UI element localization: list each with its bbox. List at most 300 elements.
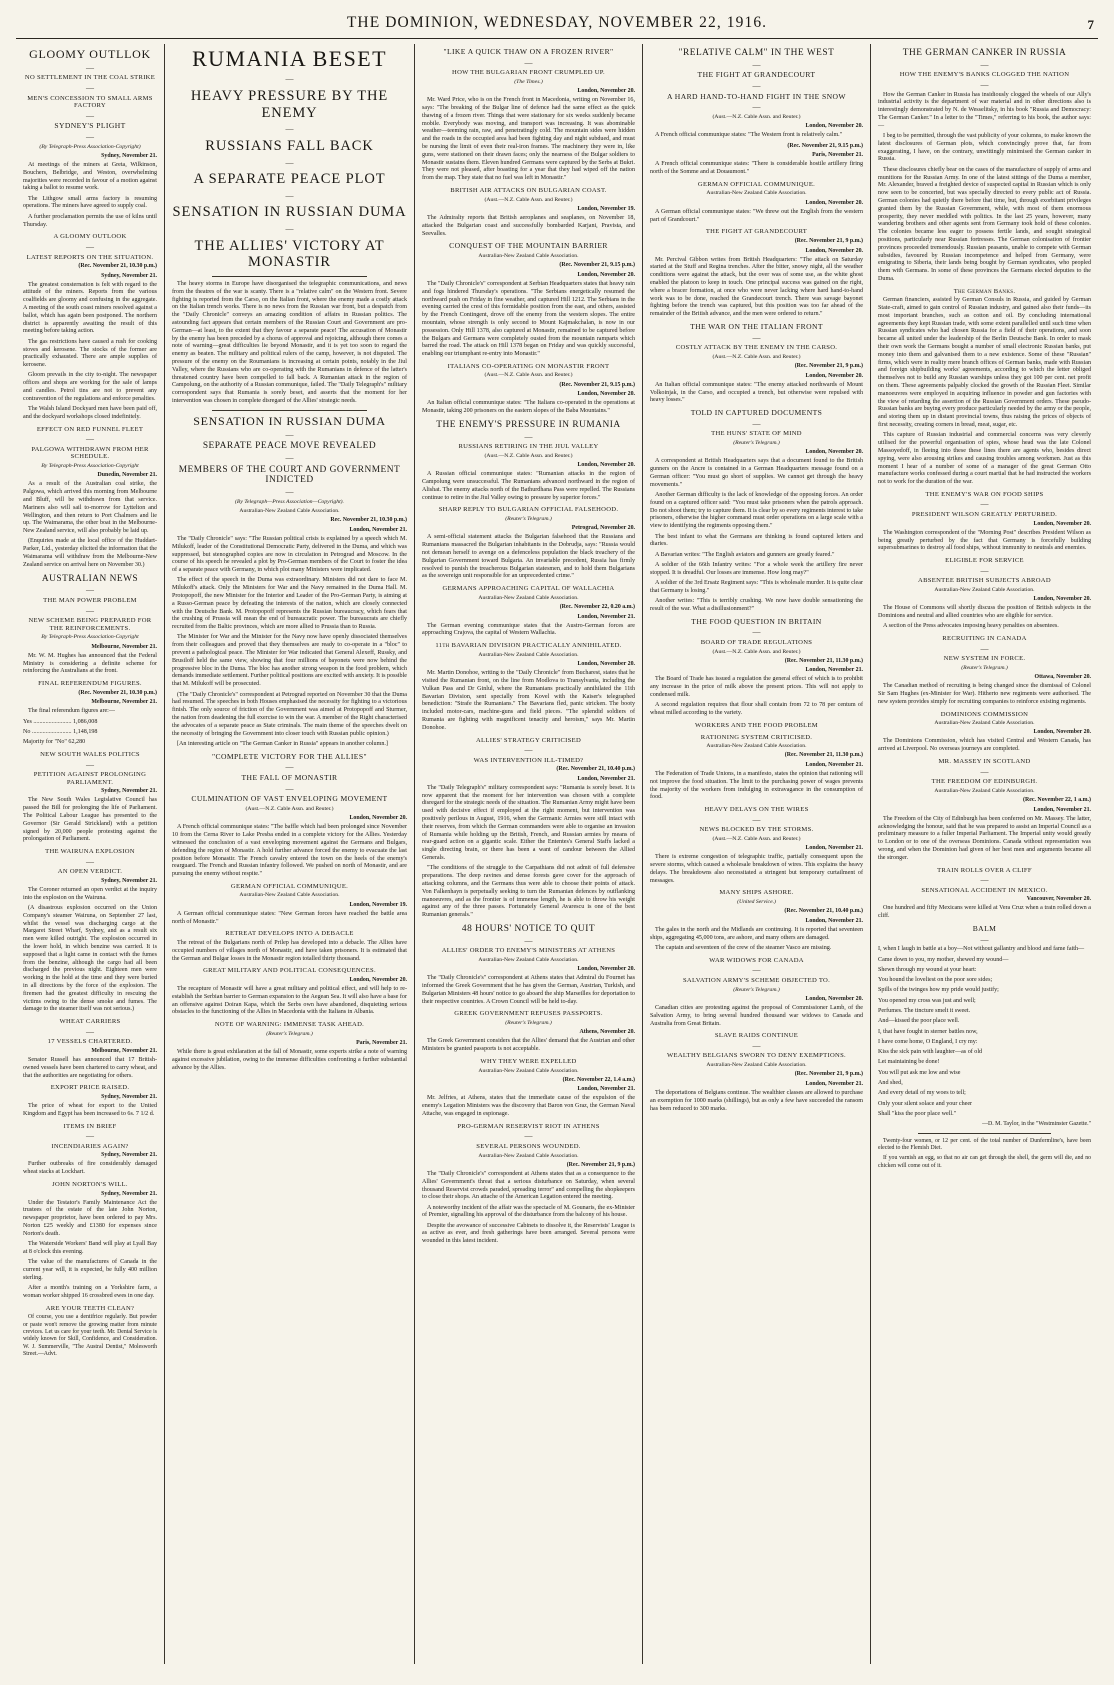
paragraph: The "Daily Telegraph's" military correspondent says: "Rumania is sorely beset. It is now apparent that the moment for her intervention was chosen with a complete disregard for the strategic needs of the situation. The Rumanian Army might have been used with decisive effect if employed at the right moment, but intervention was positively perilous in August, 1916, when the Germanic Armies were still intact with their reserves, from which the German commanders were able to organise an invasion of Rumania while holding up the British, French, and Russian armies by means of rear-guard action on a gigantic scale. Either the Ententes's General Staffs lacked a single directing brain, or there has been a want of candour between the Allied Generals. — [422, 784, 635, 862]
rule-dash — [422, 1133, 635, 1139]
dateline: Melbourne, November 21. — [91, 699, 157, 706]
dateline: London, November 20. — [1033, 596, 1091, 603]
credit-line: (Reuter's Telegram.) — [733, 986, 780, 993]
headline-russians-fall-back: RUSSIANS FALL BACK — [205, 137, 374, 154]
headline-red-funnel: EFFECT ON RED FUNNEL FLEET — [36, 425, 144, 433]
divider — [212, 276, 367, 277]
headline-many-ships-ashore: MANY SHIPS ASHORE. — [719, 889, 794, 897]
dateline: London, November 20. — [1033, 520, 1091, 527]
paragraph: The deportations of Belgians continue. The wealthier classes are allowed to purchase an exemption for 1000 marks (shillings), but as only a few have succeeded the ransom has been reduced to 300 marks. — [650, 1089, 863, 1112]
rule-dash — [650, 62, 863, 68]
dateline: London, November 20. — [577, 391, 635, 398]
dateline: London, November 21. — [1033, 806, 1091, 813]
dateline: Sydney, November 21. — [101, 152, 157, 159]
poem-line: Kiss the sick pain with laughter—as of old — [878, 1049, 983, 1056]
rule-dash — [650, 817, 863, 823]
paragraph: The gales in the north and the Midlands are continuing. It is reported that seventeen ships, aggregating 45,000 tons, are ashore, and many others are damaged. — [650, 926, 863, 941]
dateline: Melbourne, November 21. — [91, 1047, 157, 1054]
paragraph: The Walsh Island Dockyard men have been paid off, and the dockyard workshops closed indefinitely. — [23, 406, 157, 420]
headline-wairuna: THE WAIRUNA EXPLOSION — [45, 848, 135, 856]
headline-food-question: THE FOOD QUESTION IN BRITAIN — [691, 616, 822, 626]
paragraph: The House of Commons will shortly discuss the position of British subjects in the Dominions and neutral and allied countries who are eligible for service. — [878, 605, 1091, 619]
paragraph: The "Daily Chronicle's" correspondent at Serbian Headquarters states that heavy rain and fogs hindered Thursday's operations. "The Serbians energetically resumed the northward push on Friday in fine weather, and captured Hill 1212. The Serbians in the evening carried the crest of this formidable position from the east, and others, assisted by the French Contingent, drove off the enemy from the western slopes. The entire mountain, whose strength is only second to Mount Kajmakchalan, is now in our possession. Only Hill 1378, also captured at Monastir, remained to be captured before the Bulgars and Germans were completely ousted from the mountain ramparts which barred the road. The attack on Hill 1378 began on Friday and was quickly successful, enabling our triumphant re-entry into Monastir." — [422, 280, 635, 358]
paragraph: A French official communique states: "The Western front is relatively calm." — [655, 132, 843, 139]
headline-told-in-captured-documents: TOLD IN CAPTURED DOCUMENTS — [690, 408, 823, 418]
agency-line: Australian-New Zealand Cable Association. — [478, 956, 579, 963]
headline-costly-attack: COSTLY ATTACK BY THE ENEMY IN THE CARSO. — [675, 344, 838, 352]
rule-dash — [650, 335, 863, 341]
dateline: London, November 20. — [577, 88, 635, 95]
poem-line: And—kissed the poor place well. — [878, 1018, 960, 1025]
rule-dash — [23, 85, 157, 91]
paragraph: The "Daily Chronicle's" correspondent at Athens states that as a consequence to the Allies' Government's threat that a serious disturbance on Saturday, when several thousand Reservist crowds paraded, spreading terror" and compelling the shopkeepers to close their shops. An attache of the American Legation entered the meeting. — [422, 1170, 635, 1201]
headline-a-gloomy-outlook: A GLOOMY OUTLOOK — [53, 233, 127, 241]
headline-recruiting-canada: RECRUITING IN CANADA — [942, 635, 1027, 643]
headline-nsw-politics: NEW SOUTH WALES POLITICS — [40, 751, 140, 758]
headline-fall-of-monastir: THE FALL OF MONASTIR — [241, 772, 338, 782]
paragraph: One hundred and fifty Mexicans were killed at Vera Cruz when a train rolled down a cliff. — [878, 905, 1091, 920]
paragraph: An Italian official communique states: "The enemy attacked northwards of Mount Volkoinjak, in the Carso, and occupied a trench, but otherwise were repulsed with heavy losses." — [650, 381, 863, 404]
headline-rumania-beset: RUMANIA BESET — [192, 46, 387, 71]
headline-teeth-advert: ARE YOUR TEETH CLEAN? — [45, 1304, 135, 1312]
divider — [918, 1133, 1051, 1134]
rule-dash — [650, 104, 863, 110]
rule-dash — [650, 967, 863, 973]
poem-signature: —D. M. Taylor, in the "Westminster Gazette." — [982, 1121, 1091, 1128]
headline-slave-raids: SLAVE RAIDS CONTINUE — [714, 1032, 799, 1040]
headline-48-hours-notice: 48 HOURS' NOTICE TO QUIT — [461, 923, 596, 934]
agency-line: (Aust.—N.Z. Cable Assn. and Reuter.) — [712, 648, 801, 655]
rule-dash — [878, 568, 1091, 574]
headline-rationing-criticised: RATIONING SYSTEM CRITICISED. — [700, 733, 813, 741]
paragraph: The Waterside Workers' Band will play at Lyall Bay at 8 o'clock this evening. — [23, 1241, 157, 1255]
paragraph: While there is great exhilaration at the fall of Monastir, some experts strike a note of warning against excessive jubilation, owing to the immense difficulties confronting a further substantial advance by the Allies. — [172, 1049, 407, 1071]
tally-majority: Majority for "No" 62,280 — [23, 739, 86, 746]
agency-line: Australian-New Zealand Cable Association. — [478, 1067, 579, 1074]
headline-fight-grandecourt: THE FIGHT AT GRANDECOURT — [697, 70, 816, 80]
headline-final-referendum: FINAL REFERENDUM FIGURES. — [38, 680, 142, 688]
headline-ill-timed: WAS INTERVENTION ILL-TIMED? — [473, 756, 584, 764]
paragraph: A French official communique states: "There is considerable hostile artillery firing north of the Somme and at Douaumont." — [650, 161, 863, 176]
headline-great-consequences: GREAT MILITARY AND POLITICAL CONSEQUENCES. — [203, 967, 376, 975]
dateline: London, November 20. — [577, 966, 635, 973]
headline-wheat-carriers: WHEAT CARRIERS — [59, 1018, 121, 1026]
dateline: Rec. November 21, 10.30 p.m.) — [330, 517, 407, 524]
dateline: (Rec. November 21, 9 p.m.) — [794, 1071, 863, 1078]
headline-bulgarian-front: HOW THE BULGARIAN FRONT CRUMPLED UP. — [452, 69, 605, 77]
headline-board-of-trade: BOARD OF TRADE REGULATIONS — [700, 638, 813, 646]
poem-line: You hound the loveliest on the poor sore sides; — [878, 977, 993, 984]
paragraph: These disclosures chiefly bear on the cases of the manufacture of supply of arms and munitions for the Russian Army. In one of the latest sittings of the Duma a member, Mr. Alexander, braved a freighted device of suspected capital in Russian which is only now seen to be concerted, but was specially directed to every public act of Russia. German colonies had quietly there before that time, but, through exorbitant privileges granted them by the Russian Government, while, with most of them enormous prosperity, they never meddled with politics. In the last 25 years, however, many wandering brothers and other agents sent from Germany took hold of these colonies. The colonies became less eager to possess fertile lands, and sought strategical positions, particularly near Russian fortresses. The German colonisation of frontier provinces proceeded tremendously. Russian peasants, unable to compete with German subsidies, favoured by Russian incompetence and helped from Germany, were emigrating to Siberia, their lands being bought by German syndicates, who peopled them with Germans. In some of these provinces the Germans elected deputies to the Duma. — [878, 166, 1091, 282]
rule-dash — [23, 762, 157, 768]
paragraph: Despite the avowance of successive Cabinets to dissolve it, the Reservists' League is as active as ever, and fresh gatherings have been arranged. Several persons were wounded in this latest incident. — [422, 1222, 635, 1245]
paragraph: The Board of Trade has issued a regulation the general effect of which is to prohibit any increase in the price of milk above the present prices. This will not apply to condensed milk. — [650, 676, 863, 699]
dateline: London, November 19. — [577, 205, 635, 212]
rule-dash — [878, 646, 1091, 652]
poem-line: And shed, — [878, 1080, 903, 1087]
rule-dash — [878, 82, 1091, 88]
headline-gloomy-outlook: GLOOMY OUTLLOK — [29, 47, 151, 61]
dateline: Paris, November 21. — [812, 152, 863, 159]
headline-duma-sensation: SENSATION IN RUSSIAN DUMA — [193, 413, 386, 428]
masthead — [16, 14, 1098, 35]
headline-john-norton-will: JOHN NORTON'S WILL. — [52, 1181, 128, 1188]
paragraph: Mr. Percival Gibbon writes from British Headquarters: "The attack on Saturday started at the Stuff and Regina trenches. After the bitter, snowy night, all the weather conditions were against the attack, but the over was of some use, as the white ghost enabled the platoon to keep in touch. One principal success was gained on the right, where a bracer formation, at once who were never lacking where hard hand-to-hand work was to be done, reached the Grandecourt trench. There was savage bayonet fighting before the trench was captured, but this position was too far ahead of the remainder of the British advance, and the men were ordered to return." — [650, 256, 863, 318]
paragraph: Another writes: "This is terribly crushing. We now have double sensationing the result of the war. What a disillusionment?" — [650, 598, 863, 612]
paragraph: The captain and seventeen of the crew of the steamer Vasco are missing. — [655, 945, 832, 952]
rule-dash — [172, 226, 407, 232]
paragraph: Mr. W. M. Hughes has announced that the Federal Ministry is considering a definite scheme for reinforcing the Australians at the front. — [23, 652, 157, 675]
rule-dash — [878, 937, 1091, 943]
rule-dash — [23, 608, 157, 614]
rule-dash — [23, 134, 157, 140]
credit-line: (By Telegraph-Press Association-Copyright) — [39, 143, 141, 150]
dateline: London, November 20. — [1033, 729, 1091, 736]
dateline: Vancouver, November 20. — [1026, 896, 1091, 903]
rule-dash — [23, 587, 157, 593]
column-5 — [870, 44, 1098, 1664]
headline-note-of-warning: NOTE OF WARNING: IMMENSE TASK AHEAD. — [214, 1021, 365, 1029]
paragraph: Under the Testator's Family Maintenance Act the trustees of the estate of the late John Norton, newspaper proprietor, have been ordered to pay Mrs. Norton £25 weekly and £1380 for expenses since Norton's death. — [23, 1199, 157, 1237]
poem-line: Shewn through my wound at your heart: — [878, 966, 977, 973]
rule-dash — [878, 62, 1091, 68]
headline-pro-german-riot: PRO-GERMAN RESERVIST RIOT IN ATHENS — [457, 1122, 600, 1130]
agency-line: (Aust.—N.Z. Cable Assn. and Reuter.) — [484, 372, 573, 379]
rule-dash — [650, 1043, 863, 1049]
paragraph: Further outbreaks of fire considerably damaged wheat stacks at Lockhart. — [23, 1161, 157, 1176]
paragraph: The best infant to what the Germans are thinking is found captured letters and diaries. — [650, 533, 863, 548]
headline-german-canker-russia: THE GERMAN CANKER IN RUSSIA — [902, 48, 1067, 58]
rule-dash — [422, 60, 635, 66]
headline-german-official-communique: GERMAN OFFICIAL COMMUNIQUE. — [230, 882, 349, 890]
paragraph: A semi-official statement attacks the Bulgarian falsehood that the Russians and Rumanians massacred the Bulgarian inhabitants in the Dobrudja, says: "Russia would not demean herself to avenge on a defenceless population the black treachery of the Bulgarian Government toward Bulgaria. An invariable precedent, Russia has firmly resolved to punish the treacherous Bulgarian statesmen, and to hold them Bulgarians as the sovereign unit responsible for an unprecedented crime." — [422, 534, 635, 580]
filler-item: Twenty-four women, or 12 per cent. of the total number of Dunfermline's, have been elected to the Flemish Diet. — [878, 1137, 1091, 1152]
paragraph: (Enquiries made at the local office of the Huddart-Parker, Ltd., yesterday elicited the information that the Waimarama will withdraw from the Melbourne-New Zealand service on arrival here on November 30.) — [23, 538, 157, 568]
dateline: (Rec. November 21, 10.30 p.m.) — [78, 263, 157, 270]
credit-line: (Reuter's Telegram.) — [266, 1030, 313, 1037]
headline-conquest-mountain-barrier: CONQUEST OF THE MOUNTAIN BARRIER — [449, 241, 608, 251]
headline-war-italian-front: THE WAR ON THE ITALIAN FRONT — [690, 321, 823, 331]
agency-line: (Aust.—N.Z. Cable Assn. and Reuter.) — [245, 805, 334, 812]
paragraph: The Federation of Trade Unions, in a manifesto, states the opinion that rationing will not improve the food situation. The limit to the purchasing power of wages prevents the majority of the workers from indulging in extravagance in the consumption of food. — [650, 770, 863, 801]
paragraph: A section of the Press advocates imposing heavy penalties on absentees. — [883, 623, 1059, 630]
paragraph: At meetings of the miners at Greta, Wilkinson, Bouchers, Belbridge, and Weston, overwhelming majorities were recorded in favour of a motion against taking a ballot to resume work. — [23, 161, 157, 192]
dateline: (Rec. November 21, 9 p.m.) — [566, 1161, 635, 1168]
paragraph: The effect of the speech in the Duma was extraordinary. Ministers did not dare to face M. Milukoff's attack. Only the Ministers for War and the Navy remained in the Duma Hall. M. Protopopoff, the new Minister for the Interior and Leader of the Pro-German Party, is aiming at a Russo-German peace by defeating the interests of the nation, which are closely connected with the Deutsche Bank. M. Protopopoff represents the Russian bureaucracy, which fears that the crushing of Prussia will mean the end of bureaucratic power. The bureaucrats are chiefly recruited from the Baltic provinces, which are more allied to Prussia than to Russia. — [172, 577, 407, 631]
dateline: London, November 21. — [805, 917, 863, 924]
headline-eligible-for-service: ELIGIBLE FOR SERVICE — [945, 557, 1024, 565]
paragraph: The price of wheat for export to the United Kingdom and Egypt has been increased to 6s. 7 1/2 d. — [23, 1103, 157, 1117]
dateline: Sydney, November 21. — [101, 1190, 157, 1197]
credit-line: (By Telegraph—Press Association—Copyright). — [235, 498, 344, 505]
paragraph: Mr. Jelfries, at Athens, states that the immediate cause of the expulsion of the enemy's Legation Ministers was the discovery that Baron von Graz, the German Naval Attache, was engaged in espionage. — [422, 1095, 635, 1118]
dateline: (Rec. November 21, 10.40 p.m.) — [784, 908, 863, 915]
headline-enemys-pressure-rumania: THE ENEMY'S PRESSURE IN RUMANIA — [436, 419, 621, 430]
dateline: (Rec. November 21, 11.30 p.m.) — [784, 752, 863, 759]
dateline: London, November 21. — [805, 1080, 863, 1087]
headline-enemys-banks: HOW THE ENEMY'S BANKS CLOGGED THE NATION — [899, 71, 1070, 79]
headline-retreat-debacle: RETREAT DEVELOPS INTO A DEBACLE — [225, 930, 354, 938]
paragraph: I beg to be permitted, through the vast publicity of your columns, to make known the latest disclosures of German plots, which convincingly prove that, far from exaggerating, I have, on the contrary, unwittingly minimised the German canker in Russia. — [878, 133, 1091, 163]
headline-wealthy-belgians: WEALTHY BELGIANS SWORN TO DENY EXEMPTIONS. — [666, 1052, 847, 1060]
headline-new-scheme: NEW SCHEME BEING PREPARED FOR THE REINFORCEMENTS. — [28, 617, 152, 632]
paragraph: As a result of the Australian coal strike, the Palgowa, which arrived this morning from Melbourne and Bluff, will be withdrawn from that service. Mariners also will sail to-morrow for Lyttelton and Wellington, and then return to Port Chalmers and lie up. The Waimarama, the other boat in the Melbourne-New Zealand service, will also probably be laid up. — [23, 481, 157, 535]
rule-dash — [650, 83, 863, 89]
headline-new-system: NEW SYSTEM IN FORCE. — [943, 655, 1026, 663]
headline-quick-thaw: "LIKE A QUICK THAW ON A FROZEN RIVER" — [443, 47, 614, 56]
headline-heavy-delays: HEAVY DELAYS ON THE WIRES — [704, 806, 809, 814]
rule-dash — [23, 1029, 157, 1035]
paragraph: A second regulation requires that flour shall contain from 72 to 78 per centum of wheat milled according to the variety. — [650, 702, 863, 717]
headline-relative-calm: "RELATIVE CALM" IN THE WEST — [678, 48, 835, 58]
rule-dash — [422, 747, 635, 753]
column-2 — [164, 44, 414, 1664]
headline-balm-poem: BALM — [972, 923, 997, 933]
credit-line: (Reuter's Telegram.) — [505, 516, 552, 523]
headline-dominions-commission: DOMINIONS COMMISSION — [940, 710, 1029, 718]
dateline: (Rec. November 22, 0.20 a.m.) — [559, 604, 635, 611]
rule-dash — [172, 126, 407, 132]
dateline: (Rec. November 21, 11.30 p.m.) — [784, 657, 863, 664]
agency-line: (Aust.—N.Z. Cable Assn. and Reuter.) — [712, 353, 801, 360]
agency-line: Australian-New Zealand Cable Association. — [239, 508, 340, 515]
headline-items-in-brief: ITEMS IN BRIEF — [63, 1122, 117, 1130]
headline-open-verdict: AN OPEN VERDICT. — [57, 868, 123, 876]
masthead-title: THE DOMINION, WEDNESDAY, NOVEMBER 22, 1916. — [346, 14, 768, 31]
divider — [212, 410, 367, 411]
poem-line: Shall "kiss the poor place well." — [878, 1110, 957, 1117]
tally-yes: Yes ......................... 1,086,008 — [23, 718, 98, 725]
dateline: London, November 21. — [577, 613, 635, 620]
rule-dash — [23, 65, 157, 71]
rule-dash — [172, 786, 407, 792]
headline-absentee-subjects: ABSENTEE BRITISH SUBJECTS ABROAD — [918, 577, 1051, 585]
paragraph: A noteworthy incident of the affair was the spectacle of M. Gounaris, the ex-Minister of Premier, signalling his approval of the disturbance from the balcony of his house. — [422, 1204, 635, 1219]
paragraph: An Italian official communique states: "The Italians co-operated in the operations at Monastir, taking 200 prisoners on the eastern slopes of the Baba Mountains." — [422, 400, 635, 415]
dateline: Petrograd, November 20. — [571, 525, 635, 532]
paragraph: The Greek Government considers that the Allies' demand that the Austrian and other Ministers be granted passports is not acceptable. — [422, 1038, 635, 1053]
paragraph: A soldier of the 3rd Ersatz Regiment says: "This is wholesale murder. It is quite clear that Germany is losing." — [650, 579, 863, 594]
headline-sensation-russian-duma: SENSATION IN RUSSIAN DUMA — [172, 204, 407, 221]
headline-huns-state-of-mind: THE HUNS' STATE OF MIND — [711, 430, 802, 438]
dateline: London, November 20. — [805, 247, 863, 254]
rule-dash — [422, 938, 635, 944]
rule-dash — [23, 244, 157, 250]
credit-line: (Reuter's Telegram.) — [505, 1020, 552, 1027]
agency-line: (Aust.—N.Z. Cable Assn. and Reuter.) — [484, 196, 573, 203]
paragraph: A German official communique states: "New German forces have reached the battle area north of Monastir." — [172, 910, 407, 925]
headline-salvation-army-scheme: SALVATION ARMY'S SCHEME OBJECTED TO. — [682, 976, 831, 984]
headline-why-expelled: WHY THEY WERE EXPELLED — [480, 1057, 577, 1065]
rule-dash — [172, 764, 407, 770]
poem-line: Let maintaining be done! — [878, 1059, 940, 1066]
credit-line: (United Service.) — [737, 899, 776, 906]
lead-summary: The heavy storms in Europe have disorganised the telegraphic communications, and news from the theatres of the war is scanty. There is a "relative calm" on the Western front. Severe fighting is reported from the Carso, on the Italian front, where the enemy made a costly attack on the Italian trench works. There is no news from the Russian war front, but a despatch from the "Daily Chronicle" conveys an amazing condition of affairs in Russian politics. The astounding fact appears that certain members of the Russian Court and Government are pro-German—at least, to the extent that they favour a separate peace! The accusation of Monastir by the enemy has been preceded by a chorus of approval and rejoicing, although there comes a note of warning—great difficulties lie beyond Monastir, and it is yet too soon to regard the enemy as beaten. The military and political rulers of the camp, however, is not disputed. The pressure of the enemy on the Roumanians is increasing at certain points, notably in the Jiul Valley, where the Russians who are co-operating with the Rumanians in defence of the latter's threatened country have been compelled to fall back. A Rumanian attack in the region of Campolung, on the authority of a Russian communique, failed. The "Daily Telegraph's" military correspondent says that Rumania is sorely beset, and asserts that the moment for her intervention was chosen in complete disregard of the Allies' strategic needs. — [172, 280, 407, 404]
poem-line: You opened my cross was just and well; — [878, 997, 976, 1004]
paragraph: "The conditions of the struggle to the Carpathians did not admit of full defensive preparations. The deep ravines and dense forests gave cover for the approach of attacking columns, and the Germans thus were able to choose their points of attack. Von Falkenhayn is perpetually seeking to turn the Rumanian defences by outflanking manoeuvres, and as the frontier is of immense length, he is able to throw his weight against any of the three passes. Fortunately General Avarescu is one of the best Rumanian generals." — [422, 865, 635, 919]
headline-separate-peace-move: SEPARATE PEACE MOVE REVEALED — [202, 441, 377, 452]
dateline: London, November 21. — [805, 845, 863, 852]
dateline: London, November 20. — [577, 661, 635, 668]
column-3 — [414, 44, 642, 1664]
paragraph: Senator Russell has announced that 17 British-owned vessels have been chartered to carry wheat, and that the authorities are negotiating for others. — [23, 1057, 157, 1079]
tally-no: No .......................... 1,148,198 — [23, 728, 98, 735]
headline-news-blocked: NEWS BLOCKED BY THE STORMS. — [699, 826, 814, 834]
headline-petition: PETITION AGAINST PROLONGING PARLIAMENT. — [33, 771, 147, 786]
paragraph: [An interesting article on "The German Canker in Russia" appears in another column.] — [177, 740, 388, 747]
paragraph: How the German Canker in Russia has insidiously clogged the wheels of our Ally's industrial activity is the department of war material and in other directions also is interestingly demonstrated by N. de Wesselitsky, in his book "Russia and Democracy: The German Canker." In a letter to the "Times," referring to his book, the author says:— — [878, 91, 1091, 129]
headline-president-wilson: PRESIDENT WILSON GREATLY PERTURBED. — [911, 511, 1058, 519]
dateline: London, November 21. — [577, 1086, 635, 1093]
dateline: London, November 20. — [349, 976, 407, 983]
paragraph: The Freedom of the City of Edinburgh has been conferred on Mr. Massey. The latter, acknowledging the honour, said that he was prepared to assist an Imperial Council as a preliminary measure to a fuller Imperial Parliament. The Imperial unity would greatly to London or to one of the overseas Dominions. Canada without representation was wrong, and when the Dominion had given of her best men and arguments became all the stronger. — [878, 815, 1091, 861]
paragraph: The Washington correspondent of the "Morning Post" describes President Wilson as being greatly perturbed by the fact that Germany is forcefully building supersubmarines to destroy all food ships, without immunity to neutrals and enemies. — [878, 529, 1091, 552]
headline-sydneys-plight: SYDNEY'S PLIGHT — [54, 121, 126, 131]
rule-dash — [878, 501, 1091, 507]
dateline: Sydney, November 21. — [101, 877, 157, 884]
agency-line: (Aust.—N.Z. Cable Assn. and Reuter.) — [712, 835, 801, 842]
dateline: London, November 21. — [577, 775, 635, 782]
agency-line: Australian-New Zealand Cable Association. — [706, 190, 807, 197]
paragraph: (A disastrous explosion occurred on the Union Company's steamer Wairuna, on September 27 last, whilst the vessel was discharging cargo at the Margaret Street Wharf, Sydney, and as a result six men were killed outright. The explosion occurred in the lower hold, in which benzine was carried. It is supposed that a light came in contact with the fumes from the benzine, although the cargo had all been discharged the previous night. Eighteen men were working in the hold at the time and they were buried in all directions by the force of the explosion. The firemen had the greatest difficulty in rescuing the victims owing to the dense smoke and fumes. The damage to the steamer itself was not serious.) — [23, 905, 157, 1013]
paragraph: The Lithgow small arms factory is resuming operations. The miners have agreed to supply coal. — [23, 195, 157, 210]
paragraph: The Minister for War and the Minister for the Navy now have openly dissociated themselves from their colleagues and proved that they themselves are ready to co-operate in a "bloc" to prevent a pathological peace. The Minister for War indicated that General Alexeff, Russky, and Brusiloff held the same view, showing that four millions of bayonets were now behind the progressive bloc in the Duma. The bloc has another strong weapon in the food problem, which demands immediate settlement. Further political positions are excited with anxiety. It is possible that M. Milukoff will be prosecuted. — [172, 634, 407, 688]
headline-greek-refuses-passports: GREEK GOVERNMENT REFUSES PASSPORTS. — [454, 1010, 603, 1018]
headline-several-wounded: SEVERAL PERSONS WOUNDED. — [476, 1142, 581, 1150]
rule-dash — [172, 193, 407, 199]
headline-man-power: THE MAN POWER PROBLEM — [43, 597, 137, 605]
paragraph: A French official communique states: "The baffle which had been prolonged since November 10 from the Cerna River to Lake Presba ended in a complete victory for the Allies. Yesterday witnessed the conclusion of a vast enveloping movement against the Germans and Bulgars, defending the region of Monastir. A hold further advance forced the enemy to evacuate the last position before Monastir. The French cavalry entered the town on the heels of the enemy's rearguard. The French and Russian infantry followed. We pushed on north of Monastir, and are pursuing the enemy without respite." — [172, 824, 407, 878]
columns-container — [16, 44, 1098, 1664]
paragraph: A German official communique states: "We threw out the English from the western part of Grandcourt." — [650, 208, 863, 223]
poem-line: Spills of the twinges how my pride would justify; — [878, 987, 999, 994]
dateline: London, November 21. — [805, 667, 863, 674]
subhead-german-banks: The German Banks. — [953, 287, 1016, 295]
paragraph: A further proclamation permits the use of kilns until Thursday. — [23, 213, 157, 228]
headline-separate-peace-plot: A SEPARATE PEACE PLOT — [193, 171, 386, 188]
filler-item: If you varnish an egg, so that no air can get through the shell, the germ will die, and no chicken will come out of it. — [878, 1155, 1091, 1169]
dateline: (Rec. November 21, 9.15 p.m.) — [559, 262, 635, 269]
dateline: Melbourne, November 21. — [91, 643, 157, 650]
headline-massey-scotland: MR. MASSEY IN SCOTLAND — [938, 758, 1031, 766]
dateline: (Rec. November 21, 9 p.m.) — [794, 237, 863, 244]
paragraph: The greatest consternation is felt with regard to the attitude of the miners. Reports from the various coalfields are gloomy and confusing in the aggregate. A meeting of the south coast miners resolved against a ballot, which has again been postponed. The northern district is apparently awaiting the result of this meeting before taking action. — [23, 281, 157, 335]
dateline: Sydney, November 21. — [101, 272, 157, 279]
agency-line: (Aust.—N.Z. Cable Assn. and Reuter.) — [484, 452, 573, 459]
rule-dash — [172, 489, 407, 495]
headline-russians-retiring: RUSSIANS RETIRING IN THE JIUL VALLEY — [458, 443, 599, 451]
paragraph: The New South Wales Legislative Council has passed the Bill for prolonging the life of Parliament. The Political Labour League has presented to the Governor (Sir Gerald Strickland) with a petition signed by 20,000 people protesting against the prolongation of Parliament. — [23, 797, 157, 843]
credit-line: By Telegraph-Press Association-Copyright — [41, 463, 139, 470]
headline-incendiaries: INCENDIARIES AGAIN? — [51, 1142, 129, 1150]
poem-line: You will put ask me low and wise — [878, 1069, 961, 1076]
headline-train-over-cliff: TRAIN ROLLS OVER A CLIFF — [937, 866, 1032, 874]
paragraph: A Russian official communique states: "Rumanian attacks in the region of Campolung were unsuccessful. The Rumanians advanced northward in the region of Alishat. The enemy attacks north of the Bathurdhana Pass were repelled. The Russians continue to retire in the Jiul Valley owing to pressure by superior forces." — [422, 471, 635, 501]
advert-text: Of course, you use a dentifrice regularly. But powder or paste won't remove the growing matter from minute crevices. Let us care for your teeth. Mr. Dental Service is widely known for Skill, Confidence, and Consideration. W. J. Summerville, "The Austral Dentist," Molesworth Street.—Advt. — [23, 1314, 157, 1358]
paragraph: Mr. Martin Donohoe, writing to the "Daily Chronicle" from Bucharest, states that he visited the Rumanian front, on the line from Modlova to Transylvania, including the Vulkan Pass and Dr Ginlul, where the Rumanians practically annihilated the 11th Bavarian Division, sent specially from Kovel with the Kaiser's telegraphed benediction: "Strafe the Rumanians." The Bavarians fled, panic stricken. The booty included motor-cars, machine-guns and field pieces. "The splendid soldiers of Rumania are fighting with magnificent tenacity and heroism," says Mr. Martin Donohoe. — [422, 670, 635, 731]
paragraph: The "Daily Chronicle's" correspondent at Athens states that Admiral du Fournet has informed the Greek Government that he has given the German, Austrian, Turkish, and Bulgarian Ministers 48 hours' notice to go aboard the ship Marseilles for deportation to their respective countries. A Crown Council will be held to-day. — [422, 975, 635, 1005]
dateline: (Rec. November 21, 10.30 p.m.) — [78, 689, 157, 696]
headline-heavy-pressure: HEAVY PRESSURE BY THE ENEMY — [190, 87, 389, 121]
paragraph: After a month's training on a Yorkshire farm, a woman worker shipped 16 crossbred ewes in one day. — [23, 1285, 157, 1299]
headline-allies-strategy: ALLIES' STRATEGY CRITICISED — [475, 736, 581, 744]
headline-sharp-reply: SHARP REPLY TO BULGARIAN OFFICIAL FALSEHOOD. — [438, 506, 619, 514]
poem-line: And every detail of my woes to tell; — [878, 1090, 966, 1097]
agency-line: Australian-New Zealand Cable Association. — [706, 1062, 807, 1069]
dateline: London, November 20. — [577, 271, 635, 278]
dateline: Sydney, November 21. — [101, 1093, 157, 1100]
agency-line: (Aust.—N.Z. Cable Assn. and Reuter.) — [712, 114, 801, 121]
headline-germans-approaching: GERMANS APPROACHING CAPITAL OF WALLACHIA — [442, 585, 615, 593]
poem-line: Only your silent solace and your cheer — [878, 1100, 973, 1107]
paragraph: The gas restrictions have caused a rush for cooking stoves and kerosene. The stocks of the former are practically exhausted. There are ample supplies of kerosene. — [23, 338, 157, 369]
dateline: (Rec. November 21, 9.15 p.m.) — [787, 142, 863, 149]
headline-freedom-edinburgh: THE FREEDOM OF EDINBURGH. — [931, 778, 1038, 786]
agency-line: Australian-New Zealand Cable Association. — [478, 1152, 579, 1159]
rule-dash — [23, 113, 157, 119]
agency-line: Australian-New Zealand Cable Association. — [478, 651, 579, 658]
poem-line: I, that have fought in sterner battles now, — [878, 1028, 978, 1035]
credit-line: By Telegraph-Press Association-Copyright — [41, 634, 139, 641]
dateline: (Rec. November 21, 10.40 p.m.) — [556, 766, 635, 773]
headline-latest-reports: LATEST REPORTS ON THE SITUATION. — [26, 253, 154, 261]
credit-line: (The Times.) — [514, 78, 543, 85]
agency-line: Australian-New Zealand Cable Association. — [706, 743, 807, 750]
rule-dash — [650, 421, 863, 427]
paragraph: Another German difficulty is the lack of knowledge of the opposing forces. An order found on a captured officer said: "You must take prisoners when the patrols approach. Do not shoot them; try to capture them. It is clear by so every regiments interest to take prisoners, otherwise the higher command must order operations on a large scale with a view to identifying the regiments opposing them." — [650, 492, 863, 530]
agency-line: Australian-New Zealand Cable Association. — [934, 787, 1035, 794]
headline-no-settlement: NO SETTLEMENT IN THE COAL STRIKE — [24, 74, 156, 82]
rule-dash — [23, 859, 157, 865]
dateline: London, November 21. — [349, 526, 407, 533]
dateline: (Rec. November 22, 1.4 a.m.) — [562, 1076, 635, 1083]
dateline: London, November 20. — [577, 462, 635, 469]
paragraph: The German evening communique states that the Austro-German forces are approaching Crajova, the capital of Western Wallachia. — [422, 622, 635, 637]
headline-workers-food-problem: WORKERS AND THE FOOD PROBLEM — [695, 721, 818, 729]
headline-bavarian-division: 11th BAVARIAN DIVISION PRACTICALLY ANNIHILATED. — [435, 642, 622, 650]
headline-members-indicted: MEMBERS OF THE COURT AND GOVERNMENT INDICTED — [178, 464, 401, 486]
paragraph: German financiers, assisted by German Consuls in Russia, and guided by German State-craft, aimed to gain control of Russian industry, and gained also their funds—its most important branches, such as cotton and oil. By concluding international agreements they kept Russian trade, with some extent parallelled until such time when Russian syndicates who had chosen Russia for a field of their operations, and soon became all united under the leadership of the Berlin Deutsche Bank. In order to mask their own work the Germans bought a number of small electronic Russian banks, put money into them and galvanised them to a new existence. Some of these "Russian" firms, which were in reality mere branch offices of German banks, made with Russian and foreign shipbuilding works' agreements, according to which the letter obliged themselves not to build any Russian warships unless they got 100 per cent. net profit on them. These agreements palpably clocked the growth of the Russian Fleet. Similar manoeuvres were employed in acquiring influence in powder and gun factories with the view of retarding the assertion of the Russian Government orders. These pseudo-Russian banks are buying every produce particularly needed by the army or the people, and storing them up in distant provincial towns, thus raising the prices of objects of first necessity, creating corners in bread, meat, sugar, etc. — [878, 297, 1091, 429]
dateline: Athens, November 20. — [579, 1029, 635, 1036]
agency-line: Australian-New Zealand Cable Association. — [934, 720, 1035, 727]
headline-17-vessels: 17 VESSELS CHARTERED. — [47, 1038, 133, 1046]
agency-line: Australian-New Zealand Cable Association. — [478, 253, 579, 260]
dateline: London, November 20. — [805, 372, 863, 379]
headline-german-official-communique: GERMAN OFFICIAL COMMUNIQUE. — [697, 180, 816, 188]
rule-dash — [650, 629, 863, 635]
paragraph: The retreat of the Bulgarians north of Prilep has developed into a debacle. The Allies have occupied numbers of villages north of Monastir, and have taken prisoners. It is estimated that the German and Bulgar losses in the Monastir region totalled thirty thousand. — [172, 940, 407, 962]
rule-dash — [23, 1133, 157, 1139]
paragraph: (The "Daily Chronicle's" correspondent at Petrograd reported on November 30 that the Duma had resumed. The speeches in both Houses emphasised the necessity for fighting to a victorious finish. The only source of friction of the Government was aimed at Protopopoff and Sturmer, the nation from deadening the full exercise to win the war. A member of the Right characterised the advocates of a separate peace as State criminals. The main theme of the speeches dwelt on the necessity of bringing the Government into closer touch with Russian public opinion.) — [172, 691, 407, 737]
headline-hand-to-hand: A HARD HAND-TO-HAND FIGHT IN THE SNOW — [667, 91, 846, 101]
paragraph: Canadian cities are protesting against the proposal of Commissioner Lamb, of the Salvation Army, to bring several hundred thousand war widows to Canada and Australia from Great Britain. — [650, 1004, 863, 1027]
rule-dash — [172, 76, 407, 82]
column-4 — [642, 44, 870, 1664]
headline-complete-victory: "COMPLETE VICTORY FOR THE ALLIES" — [212, 751, 367, 761]
headline-mens-concession: MEN'S CONCESSION TO SMALL ARMS FACTORY — [27, 94, 153, 110]
dateline: London, November 20. — [349, 815, 407, 822]
dateline: London, November 21. — [805, 761, 863, 768]
poem-line: I, when I laugh in battle at a boy—Not without gallantry and blood and fame faith— — [878, 946, 1085, 953]
paragraph: This capture of Russian industrial and commercial concerns was very cleverly utilised for the powerful organisation of spies, whose head was the late Colonel Massoyedoff, in fleeing into these these lines there are agents who, besides direct spying, were also arousing strikes and causing troubles among workmen. Just as this moment I hear of a number of some of a manager of the great German Otto manufacture works confessed during a court martial that he had instructed the workers not to work for the duration of the war. — [878, 432, 1091, 486]
column-1 — [16, 44, 164, 1664]
headline-fight-at-grandecourt-2: THE FIGHT AT GRANDECOURT — [705, 228, 808, 236]
paragraph: The Dominions Commission, which has visited Central and Western Canada, has arrived at Liverpool. No overseas journeys are completed. — [878, 738, 1091, 753]
rule-dash — [878, 877, 1091, 883]
poem-line: Came down to you, my mother, shewed my wound— — [878, 956, 1009, 963]
rule-dash — [172, 432, 407, 438]
headline-palgowa: PALGOWA WITHDRAWN FROM HER SCHEDULE. — [31, 445, 149, 461]
